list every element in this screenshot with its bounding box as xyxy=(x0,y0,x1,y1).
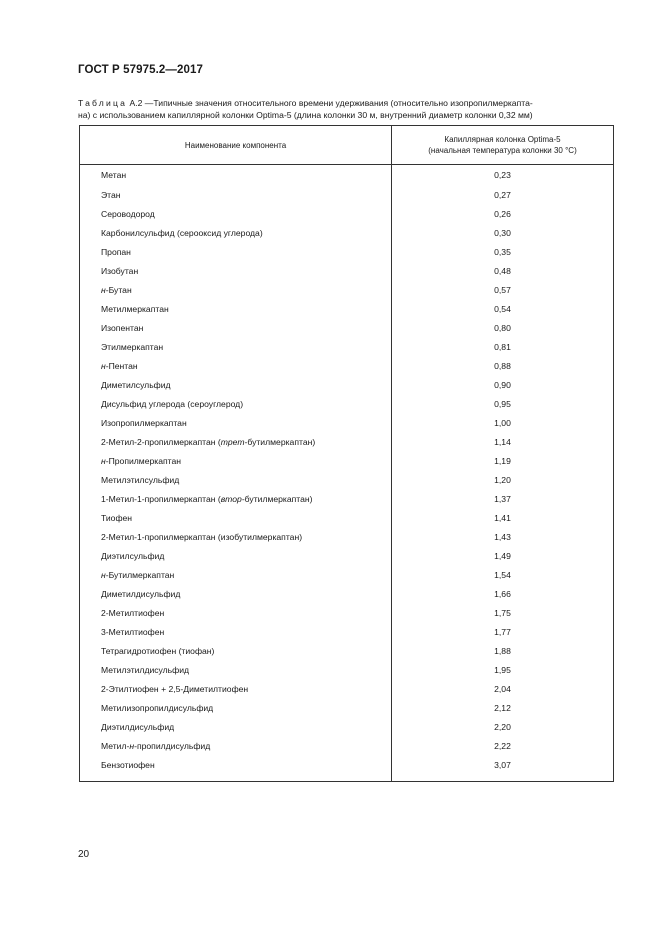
retention-value-cell: 0,95 xyxy=(392,394,614,413)
component-name-cell: Пропан xyxy=(80,242,392,261)
component-name-cell: Этан xyxy=(80,185,392,204)
retention-value-cell: 0,80 xyxy=(392,318,614,337)
retention-value-cell: 1,95 xyxy=(392,660,614,679)
table-row xyxy=(80,660,614,679)
component-name-pre: 2-Метил-2-пропилмеркаптан ( xyxy=(101,436,221,447)
retention-value-cell: 0,88 xyxy=(392,356,614,375)
retention-value-cell: 1,54 xyxy=(392,565,614,584)
retention-value-cell: 1,66 xyxy=(392,584,614,603)
table-padding-cell xyxy=(392,774,614,782)
component-name-pre: Метил- xyxy=(101,740,130,751)
retention-value-cell: 1,00 xyxy=(392,413,614,432)
table-row xyxy=(80,489,614,508)
table-row xyxy=(80,356,614,375)
column-header-column xyxy=(392,126,614,165)
retention-value-cell: 3,07 xyxy=(392,755,614,774)
table-header-row xyxy=(80,126,614,165)
caption-number: А.2 xyxy=(129,98,143,108)
retention-value-cell: 0,48 xyxy=(392,261,614,280)
component-name-cell: Диэтилсульфид xyxy=(80,546,392,565)
table-row xyxy=(80,165,614,186)
table-row xyxy=(80,508,614,527)
retention-value-cell: 0,35 xyxy=(392,242,614,261)
component-name-cell: Изобутан xyxy=(80,261,392,280)
retention-value-cell: 1,77 xyxy=(392,622,614,641)
component-name-rest: -Бутилмеркаптан xyxy=(105,569,175,580)
table-row xyxy=(80,375,614,394)
caption-text-2: на) с использованием капиллярной колонки Optima-5 (длина колонки 30 м, внутренний диаметр колонки 0,32 мм) xyxy=(78,110,533,120)
component-name-cell: Сероводород xyxy=(80,204,392,223)
retention-value-cell: 0,90 xyxy=(392,375,614,394)
component-name-cell xyxy=(80,432,392,451)
component-name-pre: 1-Метил-1-пропилмеркаптан ( xyxy=(101,493,221,504)
caption-line-1 xyxy=(78,97,618,109)
component-name-italic: н xyxy=(101,284,106,295)
table-padding-cell xyxy=(80,774,392,782)
component-name-cell: Этилмеркаптан xyxy=(80,337,392,356)
page-number: 20 xyxy=(78,849,90,860)
component-name-cell xyxy=(80,736,392,755)
table-caption xyxy=(78,97,618,121)
column-header-column-line1: Капиллярная колонка Optima-5 xyxy=(444,135,561,144)
retention-value-cell: 0,23 xyxy=(392,165,614,186)
component-name-post: -бутилмеркаптан) xyxy=(244,436,316,447)
component-name-cell xyxy=(80,356,392,375)
table-row xyxy=(80,736,614,755)
table-row xyxy=(80,318,614,337)
component-name-italic: н xyxy=(101,455,106,466)
component-name-cell: Метилэтилсульфид xyxy=(80,470,392,489)
retention-value-cell: 1,75 xyxy=(392,603,614,622)
table-row xyxy=(80,641,614,660)
component-name-cell: 2-Этилтиофен + 2,5-Диметилтиофен xyxy=(80,679,392,698)
retention-value-cell: 1,19 xyxy=(392,451,614,470)
retention-value-cell: 0,57 xyxy=(392,280,614,299)
component-name-cell xyxy=(80,280,392,299)
retention-value-cell: 1,41 xyxy=(392,508,614,527)
caption-word: Таблица xyxy=(78,98,128,108)
component-name-rest: -Бутан xyxy=(105,284,132,295)
component-name-cell: Диметилдисульфид xyxy=(80,584,392,603)
retention-value-cell: 2,12 xyxy=(392,698,614,717)
table-row xyxy=(80,242,614,261)
table-row xyxy=(80,622,614,641)
table-row xyxy=(80,717,614,736)
component-name-italic: н xyxy=(129,740,135,751)
table-row xyxy=(80,755,614,774)
table-row xyxy=(80,432,614,451)
component-name-rest: -Пропилмеркаптан xyxy=(105,455,182,466)
component-name-cell xyxy=(80,451,392,470)
retention-value-cell: 0,54 xyxy=(392,299,614,318)
retention-value-cell: 1,43 xyxy=(392,527,614,546)
retention-value-cell: 1,20 xyxy=(392,470,614,489)
retention-value-cell: 0,81 xyxy=(392,337,614,356)
component-name-cell xyxy=(80,565,392,584)
table-row xyxy=(80,261,614,280)
column-header-component: Наименование компонента xyxy=(80,126,392,165)
component-name-italic: н xyxy=(101,569,106,580)
caption-text-1: —Типичные значения относительного времени удерживания (относительно изопропилмеркапта- xyxy=(144,98,533,108)
retention-value-cell: 0,27 xyxy=(392,185,614,204)
component-name-cell: 2-Метил-1-пропилмеркаптан (изобутилмеркаптан) xyxy=(80,527,392,546)
component-name-rest: -Пентан xyxy=(105,360,138,371)
table-row xyxy=(80,280,614,299)
table-row xyxy=(80,470,614,489)
component-name-cell: 3-Метилтиофен xyxy=(80,622,392,641)
table-row xyxy=(80,223,614,242)
table-row xyxy=(80,451,614,470)
component-name-post: -пропилдисульфид xyxy=(134,740,211,751)
table-row xyxy=(80,565,614,584)
component-name-cell: Изопропилмеркаптан xyxy=(80,413,392,432)
table-row xyxy=(80,603,614,622)
table-body xyxy=(80,165,614,782)
component-name-italic: втор xyxy=(220,493,242,504)
component-name-cell: Карбонилсульфид (серооксид углерода) xyxy=(80,223,392,242)
table-row xyxy=(80,337,614,356)
component-name-cell: Тетрагидротиофен (тиофан) xyxy=(80,641,392,660)
retention-time-table xyxy=(79,125,614,782)
component-name-cell: Метилмеркаптан xyxy=(80,299,392,318)
table-row xyxy=(80,299,614,318)
component-name-post: -бутилмеркаптан) xyxy=(241,493,313,504)
retention-value-cell: 2,20 xyxy=(392,717,614,736)
component-name-cell: Дисульфид углерода (сероуглерод) xyxy=(80,394,392,413)
component-name-cell: Метан xyxy=(80,165,392,186)
component-name-cell: Изопентан xyxy=(80,318,392,337)
retention-value-cell: 2,04 xyxy=(392,679,614,698)
retention-value-cell: 2,22 xyxy=(392,736,614,755)
column-header-column-line2: (начальная температура колонки 30 °С) xyxy=(428,146,577,155)
table-row xyxy=(80,527,614,546)
component-name-cell: Метилэтилдисульфид xyxy=(80,660,392,679)
component-name-cell: Бензотиофен xyxy=(80,755,392,774)
component-name-italic: н xyxy=(101,360,106,371)
table-padding-row xyxy=(80,774,614,782)
component-name-cell xyxy=(80,489,392,508)
document-code: ГОСТ Р 57975.2—2017 xyxy=(78,64,203,76)
retention-value-cell: 1,49 xyxy=(392,546,614,565)
table-row xyxy=(80,698,614,717)
table-row xyxy=(80,413,614,432)
table-row xyxy=(80,394,614,413)
table-row xyxy=(80,546,614,565)
retention-value-cell: 1,14 xyxy=(392,432,614,451)
component-name-cell: Тиофен xyxy=(80,508,392,527)
retention-value-cell: 1,88 xyxy=(392,641,614,660)
table-row xyxy=(80,204,614,223)
table-row xyxy=(80,679,614,698)
retention-value-cell: 1,37 xyxy=(392,489,614,508)
component-name-cell: Метилизопропилдисульфид xyxy=(80,698,392,717)
component-name-italic: трет xyxy=(220,436,245,447)
table-row xyxy=(80,584,614,603)
retention-value-cell: 0,26 xyxy=(392,204,614,223)
retention-value-cell: 0,30 xyxy=(392,223,614,242)
component-name-cell: Диэтилдисульфид xyxy=(80,717,392,736)
table-row xyxy=(80,185,614,204)
component-name-cell: Диметилсульфид xyxy=(80,375,392,394)
component-name-cell: 2-Метилтиофен xyxy=(80,603,392,622)
